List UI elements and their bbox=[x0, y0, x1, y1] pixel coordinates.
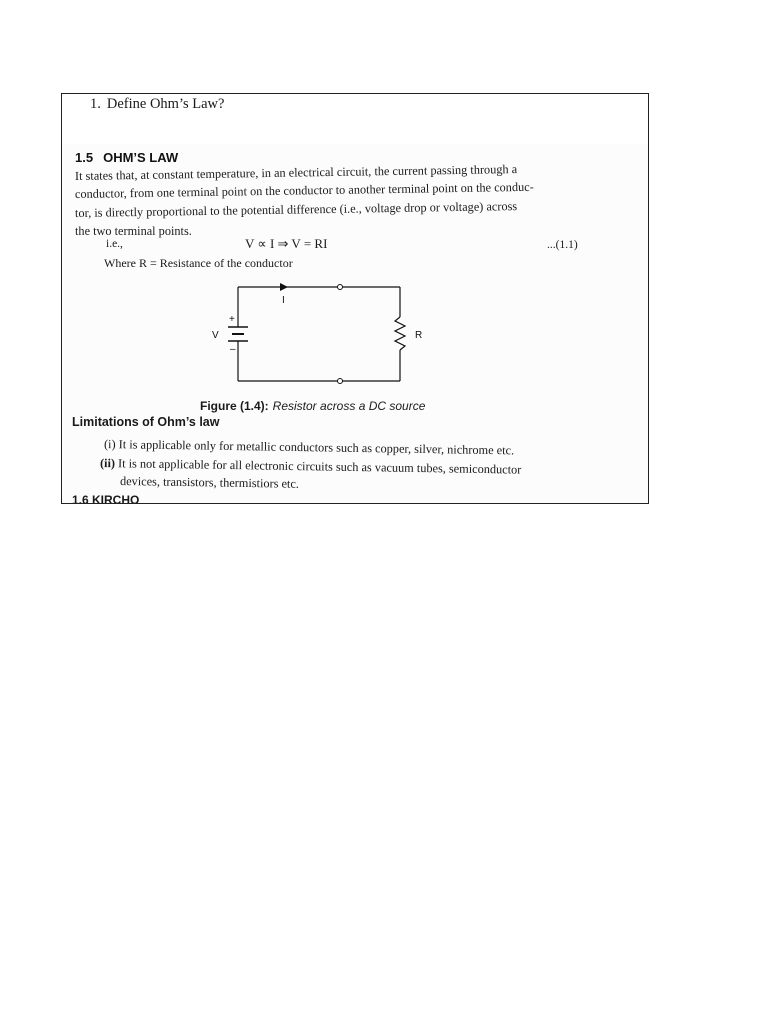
figure-number: Figure (1.4): bbox=[200, 399, 269, 413]
terminal-point bbox=[338, 379, 343, 384]
limitation-item bbox=[104, 437, 514, 458]
definition-line: tor, is directly proportional to the potential difference (i.e., voltage drop or voltage) across bbox=[74, 199, 518, 220]
terminal-point bbox=[338, 285, 343, 290]
question-text: Define Ohm’s Law? bbox=[106, 96, 225, 112]
definition-line: the two terminal points. bbox=[75, 224, 192, 238]
current-label: I bbox=[282, 295, 285, 306]
next-section-heading-cut: 1.6 KIRCHO bbox=[72, 493, 140, 504]
circuit-diagram bbox=[202, 279, 432, 389]
definition-line: conductor, from one terminal point on the conductor to another terminal point on the conduc- bbox=[74, 179, 534, 201]
item-text: It is applicable only for metallic conductors such as copper, silver, nichrome etc. bbox=[118, 437, 515, 458]
question-number: 1. bbox=[90, 96, 101, 112]
question bbox=[90, 96, 224, 113]
resistor-zigzag bbox=[395, 317, 405, 350]
figure-caption bbox=[200, 399, 425, 413]
definition-line: It states that, at constant temperature, in an electrical circuit, the current passing through a bbox=[74, 162, 518, 183]
section-heading bbox=[75, 150, 178, 165]
figure-caption-text: Resistor across a DC source bbox=[272, 399, 426, 413]
where-clause: Where R = Resistance of the conductor bbox=[104, 256, 293, 270]
document-frame bbox=[61, 93, 649, 504]
section-title: OHM’S LAW bbox=[103, 150, 179, 165]
item-text: It is not applicable for all electronic circuits such as vacuum tubes, semiconductor bbox=[118, 456, 522, 477]
ie-label: i.e., bbox=[106, 238, 123, 250]
current-arrow-icon bbox=[280, 283, 288, 291]
voltage-label: V bbox=[212, 330, 219, 341]
item-number: (ii) bbox=[99, 456, 116, 471]
minus-sign: – bbox=[230, 344, 236, 355]
limitations-heading: Limitations of Ohm’s law bbox=[72, 415, 220, 429]
section-number: 1.5 bbox=[75, 150, 94, 165]
equation-number: ...(1.1) bbox=[547, 239, 578, 251]
ohms-law-formula: V ∝ I ⇒ V = RI bbox=[245, 236, 328, 251]
resistor-label: R bbox=[415, 330, 423, 341]
scanned-textbook-excerpt bbox=[62, 144, 649, 504]
item-number: (i) bbox=[103, 437, 116, 452]
plus-sign: + bbox=[229, 314, 235, 325]
limitation-item-continuation: devices, transistors, thermistiors etc. bbox=[119, 474, 300, 491]
